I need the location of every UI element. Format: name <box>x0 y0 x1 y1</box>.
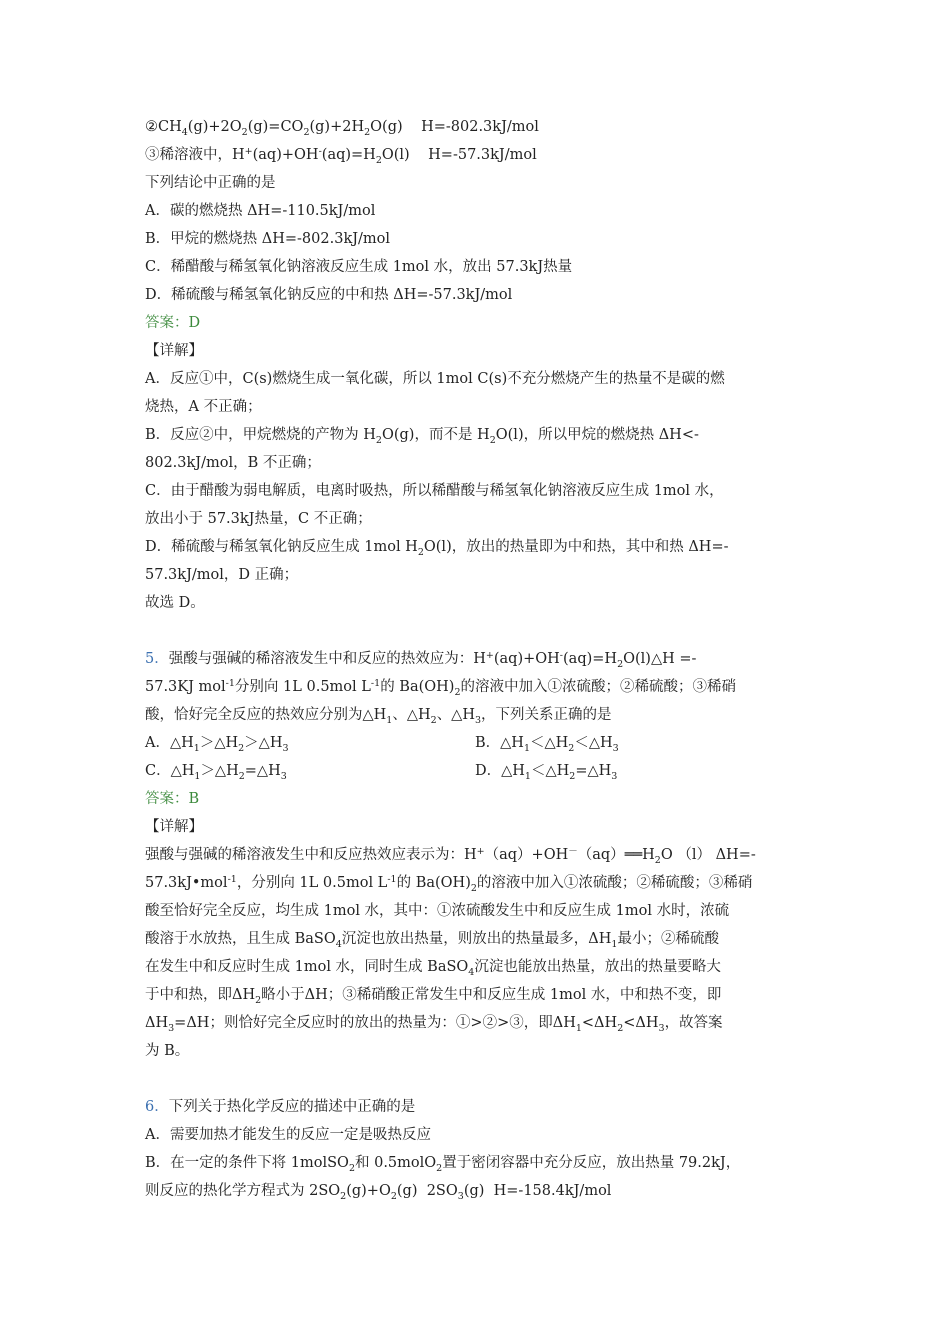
option-b: B．在一定的条件下将 1molSO$_2$和 0.5molO$_2$置于密闭容器中充分反应，放出热量 79.2kJ， <box>145 1155 741 1174</box>
option-d: D．稀硫酸与稀氢氧化钠反应的中和热 ΔH=-57.3kJ/mol <box>145 287 513 303</box>
option-c: C．$\triangle H_1>\triangle H_2=\triangle H_3$ <box>145 763 287 782</box>
explanation-line: D．稀硫酸与稀氢氧化钠反应生成 1mol $H_2O(l)$，放出的热量即为中和热，其中和热 ΔH=- <box>145 539 729 558</box>
explanation-line: C．由于醋酸为弱电解质，电离时吸热，所以稀醋酸与稀氢氧化钠溶液反应生成 1mol 水， <box>145 483 724 499</box>
explanation-line: 故选 D。 <box>145 595 205 611</box>
explanation-line: 于中和热，即$\Delta H_2$略小于ΔH；③稀硝酸正常发生中和反应生成 1mol 水，中和热不变，即 <box>145 987 722 1006</box>
option-c: C．稀醋酸与稀氢氧化钠溶液反应生成 1mol 水，放出 57.3kJ热量 <box>145 259 573 275</box>
option-a: A．需要加热才能发生的反应一定是吸热反应 <box>145 1127 431 1143</box>
option-b-equation: 则反应的热化学方程式为 $2SO_2(g)+O_2(g)$ $2SO_3(g)$ H=-158.4kJ/mol <box>145 1183 612 1202</box>
explanation-line: 57.3kJ/mol，D 正确； <box>145 567 299 583</box>
question-number: 5． <box>145 651 169 667</box>
option-b: B．$\triangle H_1<\triangle H_2<\triangle H_3$ <box>475 735 619 754</box>
explanation-line: 放出小于 57.3kJ热量，C 不正确； <box>145 511 372 527</box>
reaction-3-line: ③稀溶液中，$H^+(aq)+OH^-(aq)=H_2O(l)$ H=-57.3kJ/mol <box>145 146 537 166</box>
reaction-2-line: $②CH_4(g)+2O_2(g)=CO_2(g)+2H_2O(g)$ H=-802.3kJ/mol <box>145 119 539 138</box>
option-d: D．$\triangle H_1<\triangle H_2=\triangle H_3$ <box>475 763 618 782</box>
explanation-heading: 【详解】 <box>145 819 203 835</box>
answer-label: 答案：D <box>145 315 201 331</box>
question-stem: 下列结论中正确的是 <box>145 175 276 191</box>
explanation-line: 57.3kJ•mol$^{-1}$，分别向 1L 0.5mol $L^{-1}$的 $Ba(OH)_2$的溶液中加入①浓硫酸；②稀硫酸；③稀硝 <box>145 874 753 894</box>
explanation-line: 为 B。 <box>145 1043 190 1059</box>
explanation-line: 802.3kJ/mol，B 不正确； <box>145 455 321 471</box>
explanation-line: 酸溶于水放热，且生成 BaSO$_4$沉淀也放出热量，则放出的热量最多，$\Delta H_1$最小；②稀硫酸 <box>145 931 719 950</box>
explanation-line: 在发生中和反应时生成 1mol 水，同时生成 BaSO$_4$沉淀也能放出热量，放出的热量要略大 <box>145 959 721 978</box>
explanation-line: 烧热，A 不正确； <box>145 399 262 415</box>
explanation-line: A．反应①中，C(s)燃烧生成一氧化碳，所以 1mol C(s)不充分燃烧产生的热量不是碳的燃 <box>145 371 725 387</box>
explanation-line: 强酸与强碱的稀溶液发生中和反应热效应表示为：$H^+(aq)+OH^-(aq)══H_2O$ （l） ΔH=- <box>145 846 756 866</box>
explanation-line: 酸至恰好完全反应，均生成 1mol 水，其中：①浓硫酸发生中和反应生成 1mol 水时，浓硫 <box>145 903 730 919</box>
option-a: A．$\triangle H_1>\triangle H_2>\triangle H_3$ <box>145 735 289 754</box>
explanation-line: B．反应②中，甲烷燃烧的产物为 $H_2O(g)$，而不是 $H_2O(l)$，所以甲烷的燃烧热 ΔH<- <box>145 427 699 446</box>
question-number: 6． <box>145 1099 169 1115</box>
question-6-line: 6．下列关于热化学反应的描述中正确的是 <box>145 1099 416 1115</box>
question-5-line: 57.3KJ mol$^{-1}$分别向 1L 0.5mol $L^{-1}$的 $Ba(OH)_2$的溶液中加入①浓硫酸；②稀硫酸；③稀硝 <box>145 678 736 698</box>
question-5-line: 酸，恰好完全反应的热效应分别为$\triangle H_1$、$\triangle H_2$、$\triangle H_3$，下列关系正确的是 <box>145 707 612 726</box>
question-5-line: 5．强酸与强碱的稀溶液发生中和反应的热效应为：$H^+(aq)+OH^-(aq)=H_2O(l)\triangle H$ =- <box>145 650 697 670</box>
answer-label: 答案：B <box>145 791 200 807</box>
option-a: A．碳的燃烧热 ΔH=-110.5kJ/mol <box>145 203 376 219</box>
explanation-line: $\Delta H_3=\Delta H$；则恰好完全反应时的放出的热量为：①>②>③，即$\Delta H_1<\Delta H_2<\Delta H_3$，故答案 <box>145 1015 723 1034</box>
option-b: B．甲烷的燃烧热 ΔH=-802.3kJ/mol <box>145 231 391 247</box>
explanation-heading: 【详解】 <box>145 343 203 359</box>
